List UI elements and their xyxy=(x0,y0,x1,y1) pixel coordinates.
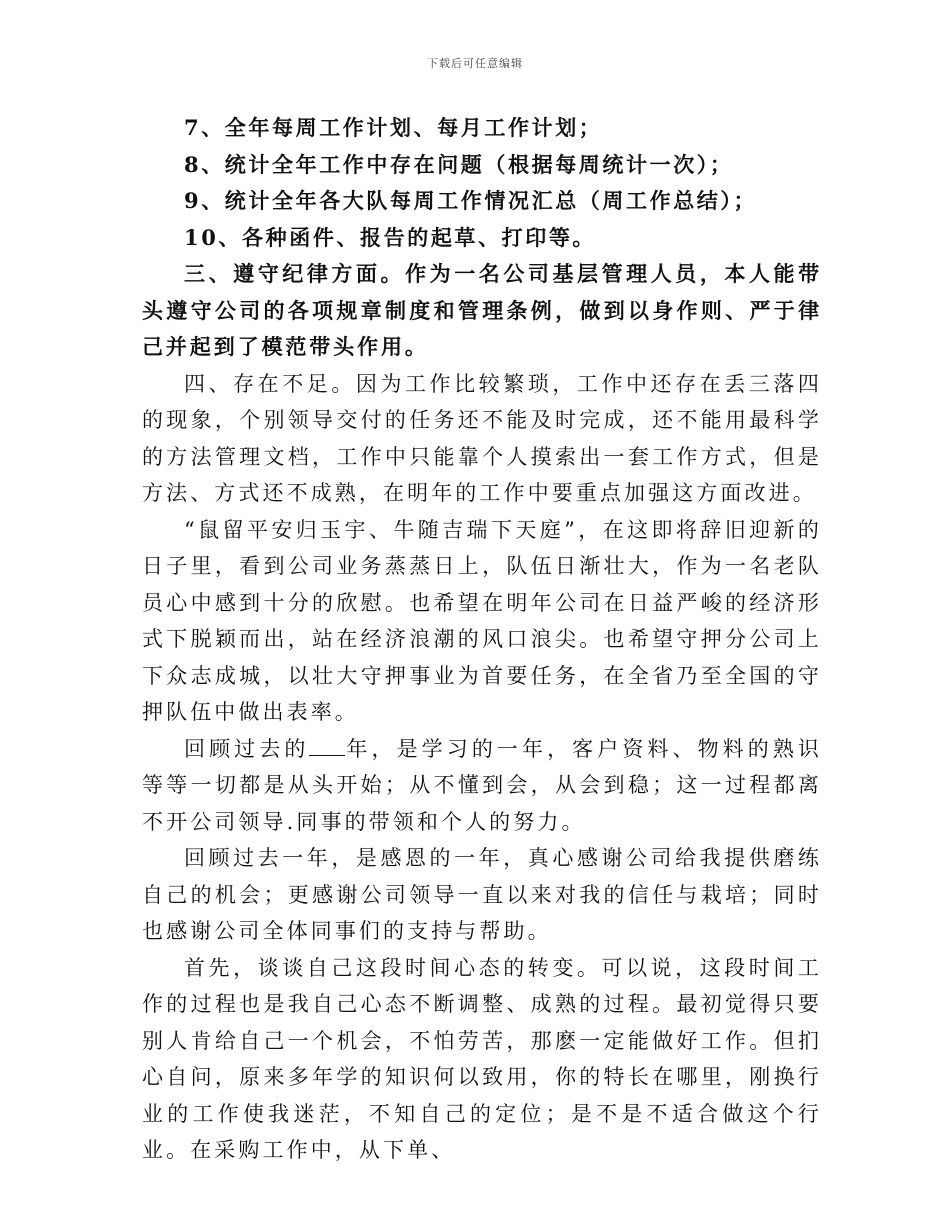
paragraph-review-gratitude: 回顾过去一年，是感恩的一年，真心感谢公司给我提供磨练自己的机会；更感谢公司领导一直以来对我的信任与栽培；同时也感谢公司全体同事们的支持与帮助。 xyxy=(142,846,822,943)
list-item-8: 8、统计全年工作中存在问题（根据每周统计一次）； xyxy=(184,151,734,177)
section-discipline: 三、遵守纪律方面。作为一名公司基层管理人员，本人能带头遵守公司的各项规章制度和管理条例，做到以身作则、严于律己并起到了模范带头作用。 xyxy=(142,261,822,359)
year-blank xyxy=(309,737,345,756)
review-text-after-blank: 年，是学习的一年，客户资料、物料的熟识等等一切都是从头开始；从不懂到会，从会到稳；这一过程都离不开公司领导.同事的带领和个人的努力。 xyxy=(142,736,822,834)
section-shortcomings: 四、存在不足。因为工作比较繁琐，工作中还存在丢三落四的现象，个别领导交付的任务还不能及时完成，还不能用最科学的方法管理文档，工作中只能靠个人摸索出一套工作方式，但是方法、方式还不成熟，在明年的工作中要重点加强这方面改进。 xyxy=(142,371,822,505)
list-item-9: 9、统计全年各大队每周工作情况汇总（周工作总结）； xyxy=(184,188,758,213)
list-item-7: 7、全年每周工作计划、每月工作计划； xyxy=(184,115,603,140)
paragraph-new-year: “鼠留平安归玉宇、牛随吉瑞下天庭”，在这即将辞旧迎新的日子里，看到公司业务蒸蒸日上，队伍日渐壮大，作为一名老队员心中感到十分的欣慰。也希望在明年公司在日益严峻的经济形式下脱颖而出，站在经济浪潮的风口浪尖。也希望守押分公司上下众志成城，以壮大守押事业为首要任务，在全省乃至全国的守押队伍中做出表率。 xyxy=(142,517,822,724)
list-item-10: 10、各种函件、报告的起草、打印等。 xyxy=(184,224,597,250)
paragraph-review-learning xyxy=(142,731,822,841)
page-header: 下载后可任意编辑 xyxy=(427,57,523,70)
paragraph-mindset: 首先，谈谈自己这段时间心态的转变。可以说，这段时间工作的过程也是我自己心态不断调整、成熟的过程。最初觉得只要别人肯给自己一个机会，不怕劳苦，那麽一定能做好工作。但扪心自问，原来多年学的知识何以致用，你的特长在哪里，刚换行业的工作使我迷茫，不知自己的定位；是不是不适合做这个行业。在采购工作中，从下单、 xyxy=(142,955,822,1162)
document-body xyxy=(142,110,822,1169)
review-text-before-blank: 回顾过去的 xyxy=(184,736,310,761)
